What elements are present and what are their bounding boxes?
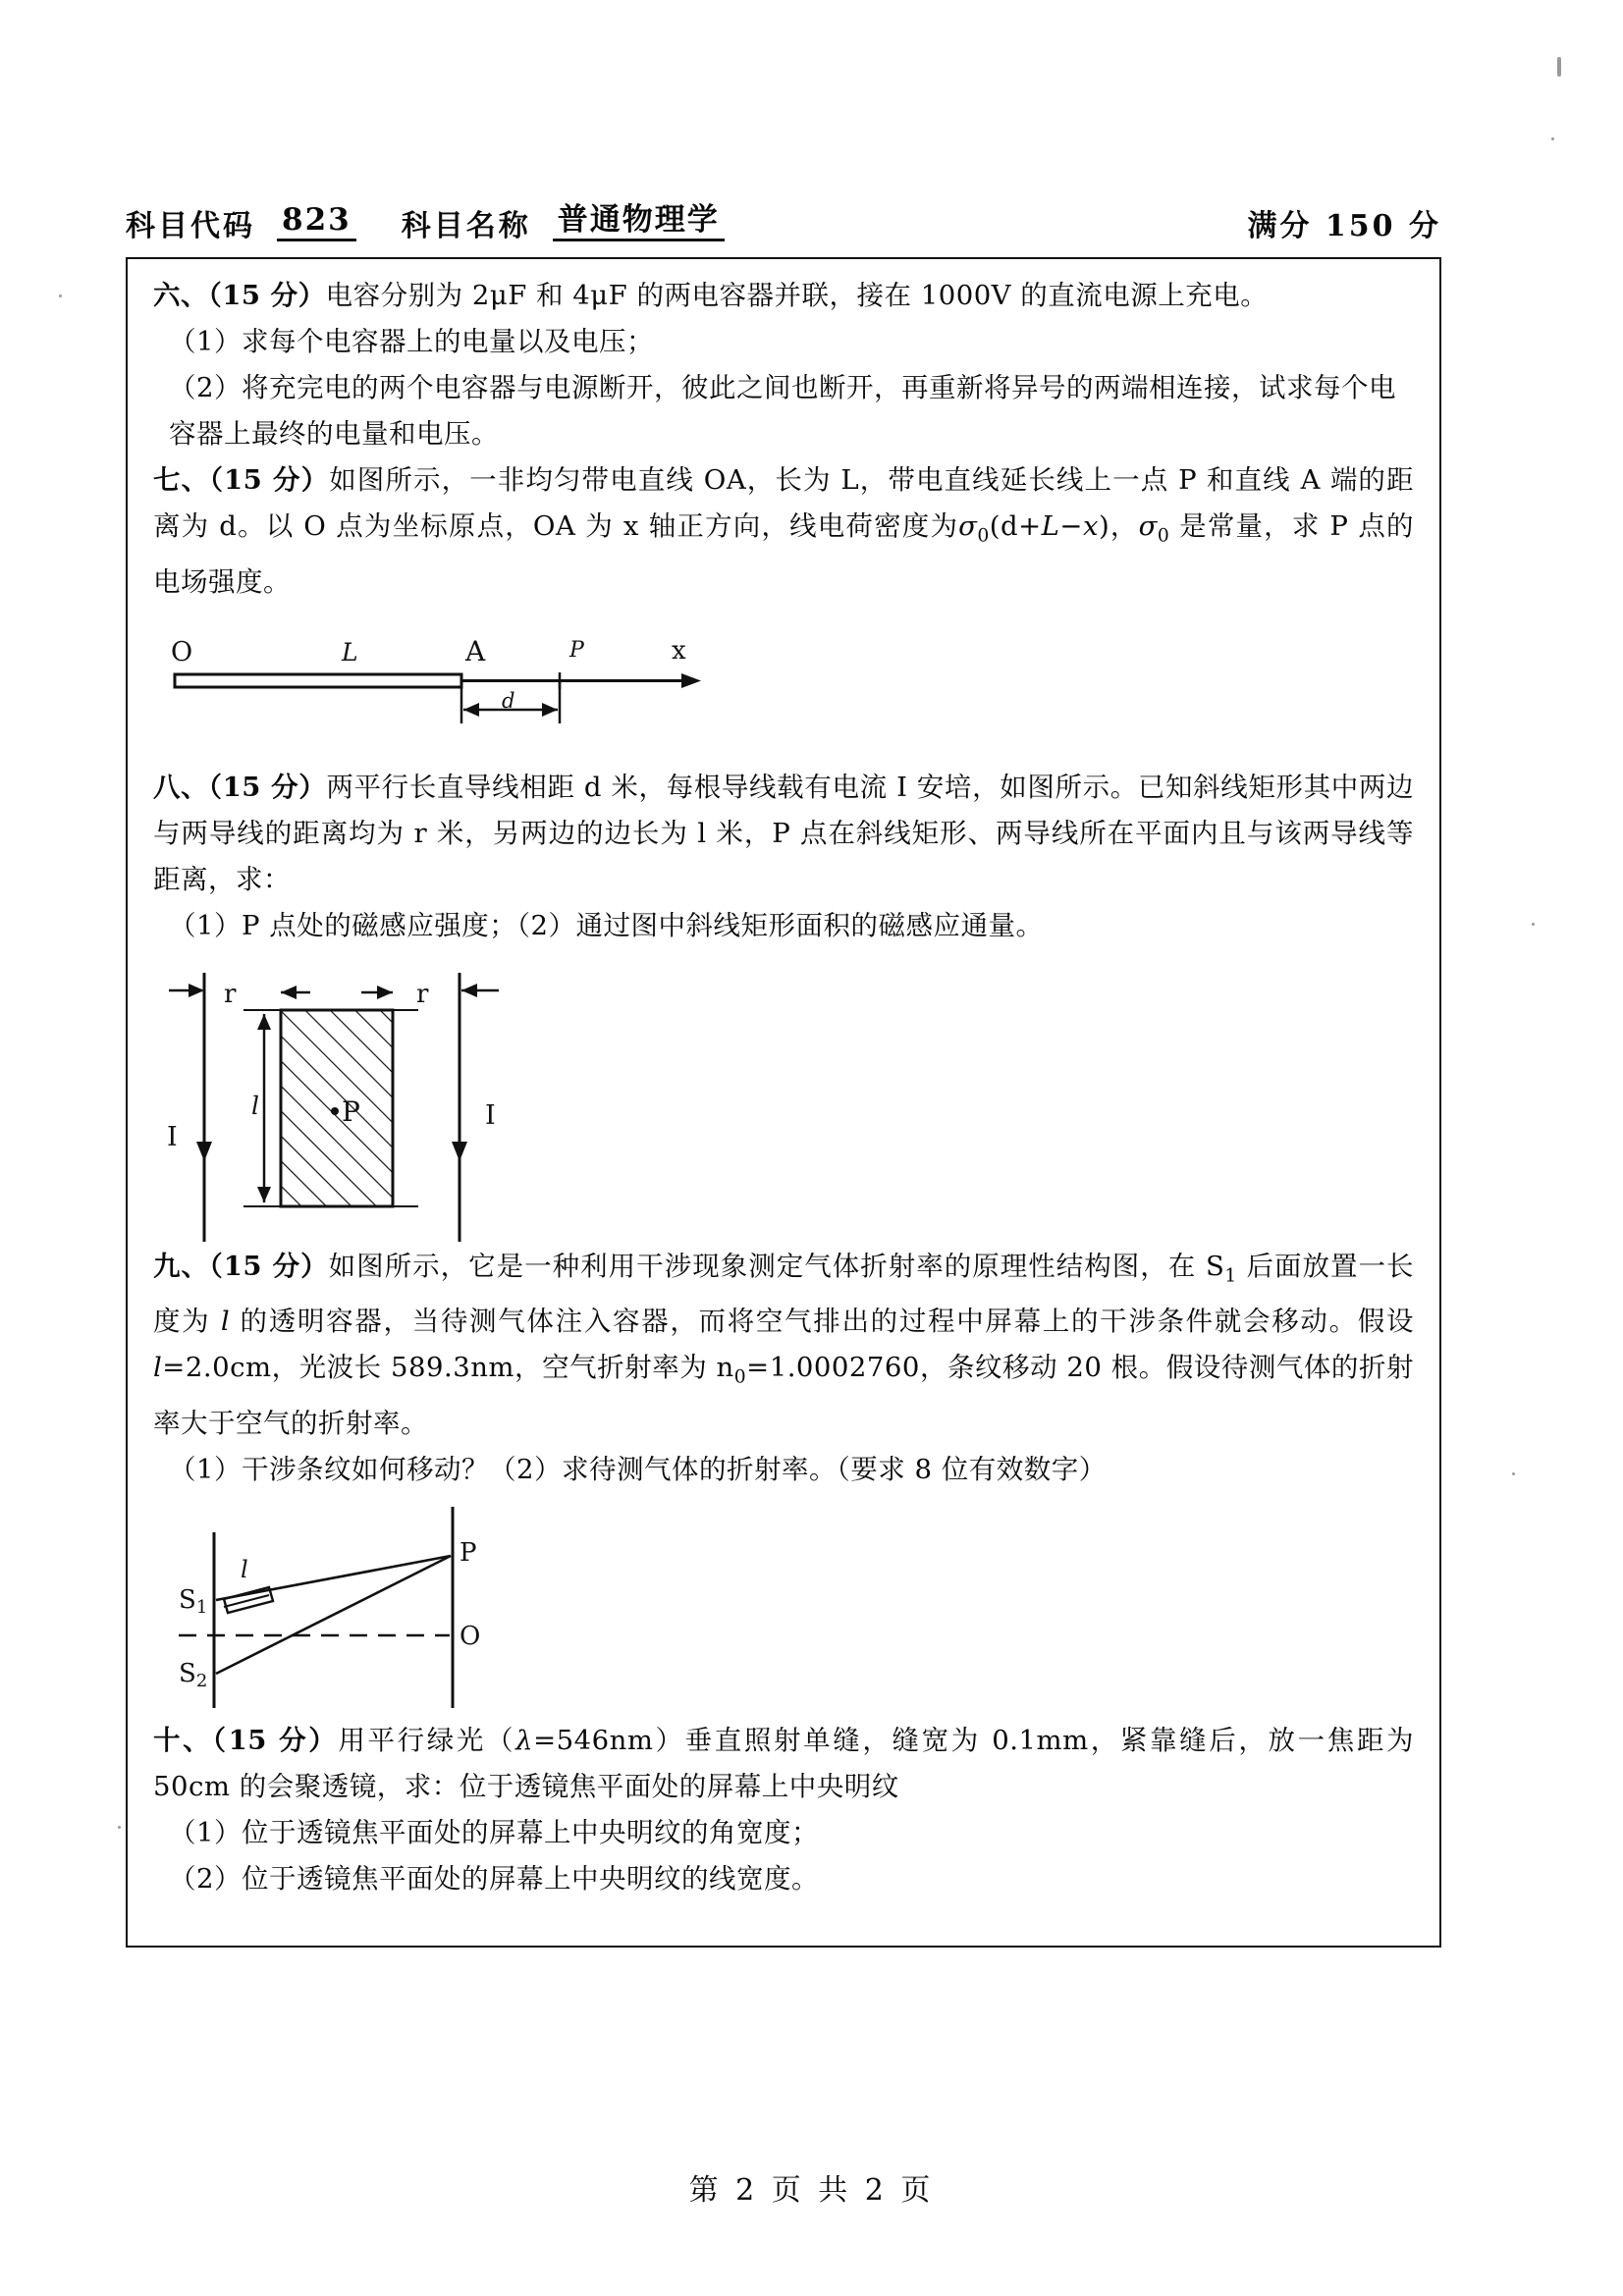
figure-line-charge [153, 617, 1414, 765]
label-center-O: O [460, 1621, 481, 1651]
question-10-points: （15 分） [212, 1724, 339, 1756]
question-6-body: 电容分别为 2μF 和 4μF 的两电容器并联，接在 1000V 的直流电源上充电。 [325, 280, 1269, 311]
label-container-length: l [241, 1555, 248, 1583]
question-6-number: 六、 [153, 280, 208, 311]
question-9 [153, 1244, 1414, 1447]
label-point-P: P [569, 637, 584, 663]
label-point-P: P [342, 1095, 360, 1128]
question-10-sub-1: （1）位于透镜焦平面处的屏幕上中央明纹的角宽度； [169, 1816, 819, 1848]
label-r-left: r [224, 979, 237, 1009]
figure-two-wires [153, 959, 1414, 1244]
dim-arrow-left [463, 703, 479, 717]
current-left-arrowhead [196, 1142, 212, 1161]
question-10-sub-2: （2）位于透镜焦平面处的屏幕上中央明纹的线宽度。 [169, 1862, 819, 1895]
subject-name-label: 科目名称 [401, 209, 531, 243]
label-length-L: L [342, 637, 358, 667]
question-8-body: 两平行长直导线相距 d 米，每根导线载有电流 I 安培，如图所示。已知斜线矩形其中两边与两导线的距离均为 r 米，另两边的边长为 l 米，P 点在斜线矩形、两导线所在平面内且与该两导线等距离，求： [153, 771, 1415, 895]
charged-rod [175, 674, 461, 687]
page-footer: 第 2 页 共 2 页 [688, 2173, 935, 2208]
question-8-points: （15 分） [208, 771, 327, 803]
figure-two-wires-svg [153, 959, 624, 1244]
ray-s2-to-p [216, 1556, 451, 1674]
question-10 [153, 1718, 1414, 1810]
scan-speck [118, 1826, 121, 1829]
ray-s1-to-p [216, 1556, 451, 1600]
label-origin-O: O [171, 636, 193, 667]
question-6-points: （15 分） [208, 280, 326, 311]
dim-r-right-arrow [461, 984, 477, 997]
label-l-side: l [251, 1091, 259, 1120]
question-6-sub-2: （2）将充完电的两个电容器与电源断开，彼此之间也断开，再重新将异号的两端相连接，试求每个电容器上最终的电量和电压。 [169, 372, 1396, 450]
label-current-right: I [485, 1099, 496, 1131]
figure-interference [153, 1507, 1414, 1718]
question-10-body: 用平行绿光（λ=546nm）垂直照射单缝，缝宽为 0.1mm，紧靠缝后，放一焦距为 50cm 的会聚透镜，求：位于透镜焦平面处的屏幕上中央明纹 [153, 1724, 1415, 1802]
question-9-sub-1: （1）干涉条纹如何移动？（2）求待测气体的折射率。（要求 8 位有效数字） [169, 1453, 1107, 1485]
label-slit-2: S2 [179, 1658, 208, 1691]
question-8-number: 八、 [153, 771, 209, 803]
subject-code-value: 823 [277, 205, 356, 241]
question-7-number: 七、 [153, 464, 210, 496]
dim-l-arrow-bottom [257, 1187, 271, 1202]
current-right-arrowhead [452, 1142, 467, 1161]
figure-interference-svg [153, 1507, 624, 1718]
questions-border-box [126, 257, 1441, 1948]
label-slit-1: S1 [179, 1584, 208, 1618]
full-score-text: 满分 150 分 [1247, 209, 1441, 243]
question-8 [153, 765, 1414, 903]
question-7-body-part2: ，$\sigma_0$ 是常量，求 P 点的电场强度。 [153, 510, 1414, 598]
x-axis-arrowhead [681, 673, 701, 688]
question-9-number: 九、 [153, 1250, 210, 1282]
label-r-right: r [416, 979, 429, 1009]
subject-name-value: 普通物理学 [553, 205, 725, 241]
question-8-sub-1: （1）P 点处的磁感应强度；（2）通过图中斜线矩形面积的磁感应通量。 [169, 909, 1044, 941]
label-point-P: P [460, 1537, 477, 1568]
question-6-sub-1: （1）求每个电容器上的电量以及电压； [169, 326, 654, 357]
dim-inner-left-arrow [281, 986, 297, 999]
subject-code-label: 科目代码 [126, 209, 255, 243]
question-7-points: （15 分） [209, 464, 330, 496]
scan-speck [59, 294, 62, 297]
scan-speck [1512, 1472, 1515, 1475]
question-7-body-part1: 如图所示，一非均匀带电直线 OA，长为 L，带电直线延长线上一点 P 和直线 A 端的距离为 d。以 O 点为坐标原点，OA 为 x 轴正方向，线电荷密度为 [153, 464, 1415, 542]
question-9-points: （15 分） [209, 1250, 329, 1282]
scan-speck [1532, 923, 1535, 926]
question-9-body: 如图所示，它是一种利用干涉现象测定气体折射率的原理性结构图，在 $S_1$ 后面放置一长度为 l 的透明容器，当待测气体注入容器，而将空气排出的过程中屏幕上的干涉条件就会移动。假设 l=2.0cm，光波长 589.3nm，空气折射率为 $n_0=1.0002760$，条纹移动 20 根。假设待测气体的折射率大于空气的折射率。 [153, 1250, 1415, 1439]
figure-line-charge-svg [153, 617, 703, 765]
dim-inner-right-arrow [377, 986, 393, 999]
label-current-left: I [167, 1121, 178, 1152]
scan-speck [1557, 57, 1561, 77]
question-7-formula: $\sigma_0(d+L-x)$ [958, 510, 1110, 547]
dim-arrow-right [542, 703, 558, 717]
point-P-dot [331, 1107, 339, 1115]
label-end-A: A [465, 634, 486, 667]
question-7 [153, 457, 1414, 606]
scan-speck [1551, 137, 1554, 140]
exam-header [126, 183, 1441, 241]
label-distance-d: d [502, 688, 515, 713]
dim-r-left-arrow [189, 984, 204, 997]
question-10-number: 十、 [153, 1724, 213, 1756]
question-6 [153, 273, 1414, 319]
label-axis-x: x [672, 635, 686, 666]
dim-l-arrow-top [257, 1014, 271, 1030]
